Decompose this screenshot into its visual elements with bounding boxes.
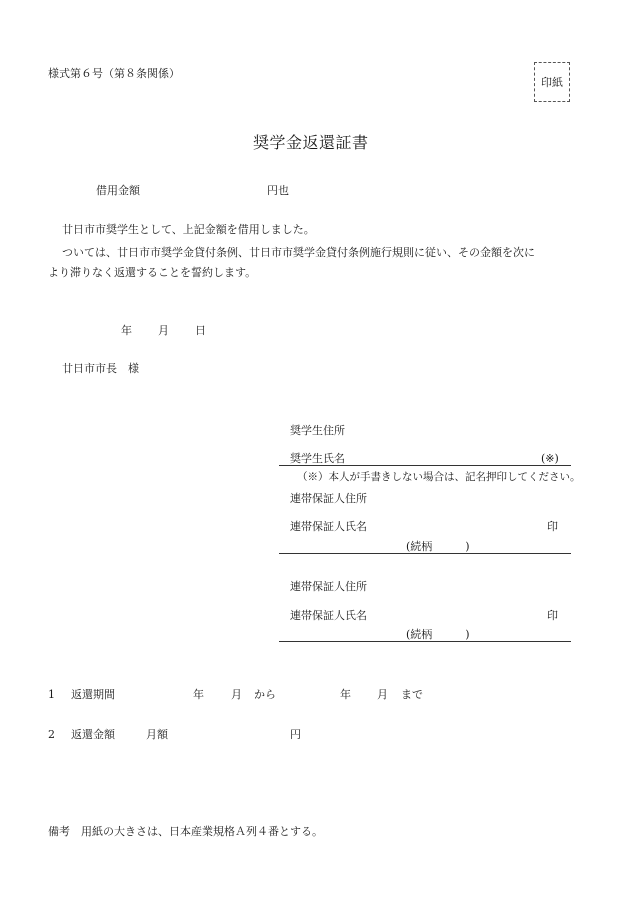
date-year: 年 xyxy=(121,324,132,337)
guarantor-1-relation: (続柄 ) xyxy=(406,540,470,553)
addressee: 廿日市市長 様 xyxy=(62,362,139,375)
revenue-stamp-label: 印紙 xyxy=(541,76,563,89)
repayment-period-start-month: 月 xyxy=(231,688,242,701)
student-name-label: 奨学生氏名 xyxy=(290,452,345,465)
guarantor-1-name-label: 連帯保証人氏名 xyxy=(290,520,367,533)
student-handwrite-mark: (※) xyxy=(541,452,559,465)
repayment-period-number: 1 xyxy=(48,688,55,701)
repayment-period-from: から xyxy=(254,688,276,701)
body-paragraph-2-line-2: より滞りなく返還することを誓約します。 xyxy=(48,266,257,279)
guarantor-2-seal: 印 xyxy=(547,609,558,622)
repayment-period-end-year: 年 xyxy=(340,688,351,701)
guarantor-2-relation: (続柄 ) xyxy=(406,628,470,641)
repayment-amount-unit: 円 xyxy=(290,728,301,741)
date-day: 日 xyxy=(195,324,206,337)
revenue-stamp-box xyxy=(534,62,570,102)
repayment-period-end-month: 月 xyxy=(377,688,388,701)
document-title: 奨学金返還証書 xyxy=(253,133,369,152)
guarantor-1-line xyxy=(279,553,571,554)
student-address-label: 奨学生住所 xyxy=(290,424,345,437)
repayment-period-label: 返還期間 xyxy=(71,688,115,701)
student-note: （※）本人が手書きしない場合は、記名押印してください。 xyxy=(297,471,581,483)
guarantor-2-address-label: 連帯保証人住所 xyxy=(290,580,367,593)
student-name-line xyxy=(279,465,571,466)
body-paragraph-2-line-1: ついては、廿日市市奨学金貸付条例、廿日市市奨学金貸付条例施行規則に従い、その金額を次に xyxy=(62,246,535,259)
repayment-period-until: まで xyxy=(401,688,423,701)
guarantor-2-line xyxy=(279,641,571,642)
repayment-period-start-year: 年 xyxy=(193,688,204,701)
borrow-amount-label: 借用金額 xyxy=(96,184,140,197)
remarks: 備考 用紙の大きさは、日本産業規格Ａ列４番とする。 xyxy=(48,825,323,838)
date-month: 月 xyxy=(158,324,169,337)
repayment-amount-number: 2 xyxy=(48,728,55,741)
repayment-amount-monthly: 月額 xyxy=(146,728,168,741)
repayment-amount-label: 返還金額 xyxy=(71,728,115,741)
guarantor-2-name-label: 連帯保証人氏名 xyxy=(290,609,367,622)
borrow-amount-unit: 円也 xyxy=(267,184,289,197)
body-paragraph-1: 廿日市市奨学生として、上記金額を借用しました。 xyxy=(62,223,315,236)
form-number: 様式第６号（第８条関係） xyxy=(48,67,180,80)
guarantor-1-address-label: 連帯保証人住所 xyxy=(290,492,367,505)
guarantor-1-seal: 印 xyxy=(547,520,558,533)
